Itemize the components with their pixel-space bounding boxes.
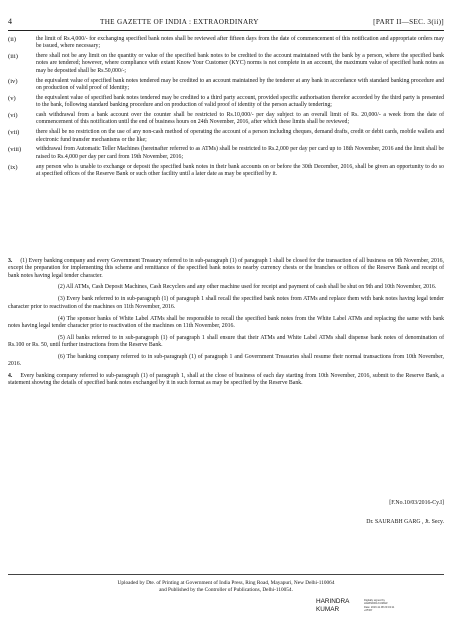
clause-text: the equivalent value of specified bank notes tendered may be credited to an account maintained by the tenderer at any bank in accordance with standard banking procedure and on production of valid proof of Identity; bbox=[36, 77, 444, 91]
signer-name-line: KUMAR bbox=[316, 606, 340, 613]
paragraph-text: (6) The banking company referred to in sub-paragraph (1) of paragraph 1 and Government Treasuries shall resume their normal transactions from 10th November, 2016. bbox=[8, 353, 444, 368]
footer-rule bbox=[8, 574, 444, 575]
header-rule bbox=[8, 30, 444, 31]
list-item bbox=[8, 146, 444, 161]
paragraph-text: (5) All banks referred to in sub-paragraph (1) of paragraph 1 shall ensure that their ATMs and White Label ATMs shall dispense bank notes of denomination of Rs.100 or Rs. 50, until further instructions from the Reserve Bank. bbox=[8, 334, 444, 349]
list-item bbox=[8, 95, 444, 110]
clause-number: (vii) bbox=[8, 129, 20, 137]
signatory: Dr. SAURABH GARG , Jt. Secy. bbox=[366, 519, 444, 525]
paragraph bbox=[8, 316, 444, 331]
clause-number: (ix) bbox=[8, 163, 18, 171]
list-item bbox=[8, 53, 444, 75]
paragraph-text: Every banking company referred to sub-paragraph (1) of paragraph 1, shall at the close of business of each day starting from 10th November, 2016, submit to the Reserve Bank, a statement showing the details of specified bank notes exchanged by it in such format as may be specified by the Reserve Bank. bbox=[8, 373, 444, 387]
list-item bbox=[8, 112, 444, 127]
signature-detail: Digitally signed by bbox=[364, 599, 385, 602]
file-reference: [F.No.10/03/2016-Cy.I] bbox=[389, 500, 444, 506]
paragraph bbox=[8, 373, 444, 388]
publication-footer bbox=[40, 580, 412, 594]
paragraph-number: 3. bbox=[8, 258, 13, 264]
paragraph bbox=[8, 335, 444, 350]
clause-number: (iii) bbox=[8, 53, 18, 61]
signer-name bbox=[316, 598, 349, 614]
footer-line: Uploaded by Dte. of Printing at Government of India Press, Ring Road, Mayapuri, New Delhi-110064 bbox=[117, 580, 335, 586]
paragraph bbox=[8, 258, 444, 280]
footer-line: and Published by the Controller of Publications, Delhi-110054. bbox=[159, 587, 293, 593]
paragraph-text: (3) Every bank referred to in sub-paragraph (1) of paragraph 1 shall recall the specified bank notes from ATMs and replace them with bank notes having legal tender character prior to reactivation of the machines on 11th November, 2016. bbox=[8, 296, 444, 310]
clause-number: (v) bbox=[8, 94, 16, 102]
body-paragraphs bbox=[8, 258, 444, 392]
clause-number: (viii) bbox=[8, 146, 22, 154]
signature-detail: +05'30' bbox=[364, 608, 373, 612]
clause-text: the equivalent value of specified bank notes tendered may be credited to a third party account, provided specific authorisation therefor accorded by the third party is presented to the bank, following standard banking procedure and on production of valid proof of identity of the person actually tendering; bbox=[36, 94, 444, 109]
clause-text: there shall not be any limit on the quantity or value of the specified bank notes to be credited to the account maintained with the bank by a person, where the specified bank notes are tendered; however, where compliance with extant Know Your Customer (KYC) norms is not complete in an account, the maximum value of specified bank notes as may be deposited shall be Rs.50,000/-; bbox=[36, 53, 444, 74]
paragraph-text: (2) All ATMs, Cash Deposit Machines, Cash Recyclers and any other machine used for receipt and payment of cash shall be shut on 9th and 10th November, 2016. bbox=[58, 284, 437, 291]
clause-text: cash withdrawal from a bank account over the counter shall be restricted to Rs.10,000/- per day subject to an overall limit of Rs. 20,000/- a week from the date of commencement of this notification until the end of business hours on 24th November, 2016, after which these limits shall be reviewed; bbox=[36, 112, 444, 126]
paragraph-text: (4) The sponsor banks of White Label ATMs shall be responsible to recall the specified bank notes from the White Label ATMs and replacing the same with bank notes having legal tender character prior to reactivation of the machines on 11th November, 2016. bbox=[8, 315, 444, 329]
clause-text: there shall be no restriction on the use of any non-cash method of operating the account of a person including cheques, demand drafts, credit or debit cards, mobile wallets and electronic fund transfer mechanisms or the like; bbox=[36, 129, 444, 143]
paragraph bbox=[8, 354, 444, 369]
signer-name-line: HARINDRA bbox=[316, 598, 350, 605]
page-header bbox=[8, 17, 444, 29]
signature-detail: HARINDRA KUMAR bbox=[364, 602, 388, 606]
clause-number: (ii) bbox=[8, 36, 17, 43]
list-item bbox=[8, 78, 444, 93]
signature-detail: Date: 2016.11.08 23:43:11 bbox=[364, 605, 395, 609]
list-item bbox=[8, 36, 444, 51]
digital-signature bbox=[316, 598, 436, 622]
list-item bbox=[8, 164, 444, 179]
clause-text: withdrawal from Automatic Teller Machines (hereinafter referred to as ATMs) shall be restricted to Rs.2,000 per day per card up to 18th November, 2016 and the limit shall be raised to Rs.4,000 per day per card from 19th November, 2016; bbox=[36, 146, 444, 160]
paragraph bbox=[8, 296, 444, 311]
clause-text: any person who is unable to exchange or deposit the specified bank notes in their bank accounts on or before the 30th December, 2016, shall be given an opportunity to do so at specified offices of the Reserve Bank or such other facility until a later date as may be specified by it. bbox=[36, 163, 444, 177]
clause-number: (iv) bbox=[8, 77, 18, 85]
paragraph bbox=[8, 284, 444, 291]
paragraph-text: (1) Every banking company and every Government Treasury referred to in sub-paragraph (1) of paragraph 1 shall be closed for the transaction of all business on 9th November, 2016, except the preparation for implementing this scheme and remittance of the specified bank notes to nearby currency chests or the branches or offices of the Reserve Bank and receipt of bank notes having legal tender character. bbox=[8, 258, 444, 279]
paragraph-number: 4. bbox=[8, 373, 13, 380]
signature-details bbox=[364, 599, 434, 612]
clause-number: (vi) bbox=[8, 112, 18, 120]
clause-list bbox=[8, 36, 444, 181]
page-number: 4 bbox=[8, 17, 13, 26]
section-label: [PART II—SEC. 3(ii)] bbox=[373, 18, 444, 26]
gazette-title: THE GAZETTE OF INDIA : EXTRAORDINARY bbox=[100, 18, 259, 26]
clause-text: the limit of Rs.4,000/- for exchanging specified bank notes shall be reviewed after fifteen days from the date of commencement of this notification and appropriate orders may be issued, where necessary; bbox=[36, 36, 444, 50]
list-item bbox=[8, 129, 444, 144]
